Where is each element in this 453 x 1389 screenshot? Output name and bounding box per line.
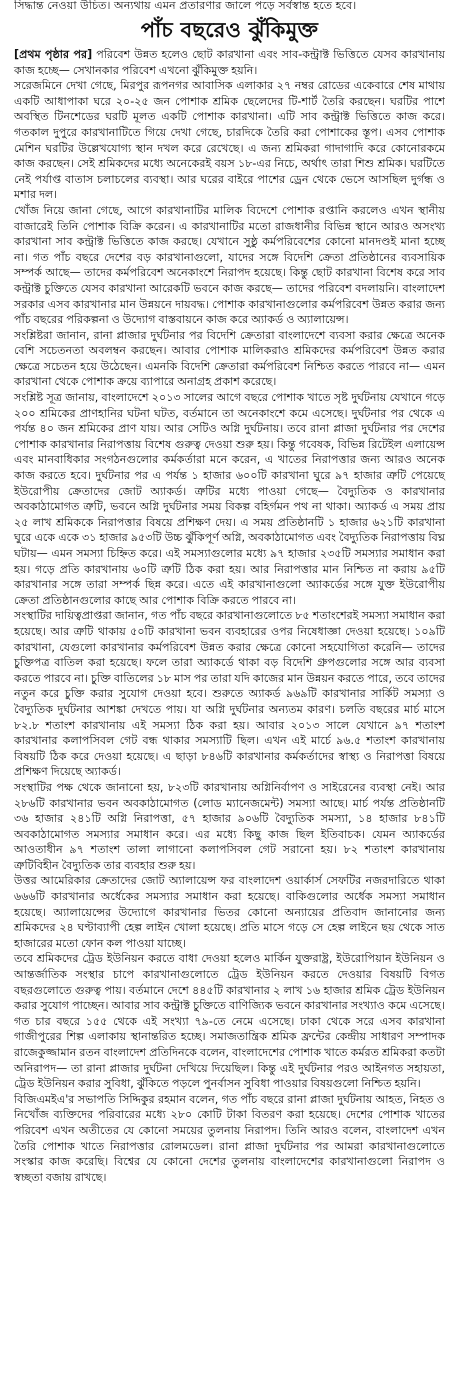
article-paragraph: সংশ্লিষ্ট সূত্র জানায়, বাংলাদেশে ২০১৩ সালের আগে বছরে পোশাক খাতে সৃষ্ট দুর্ঘটনায় যেখানে গড়ে ২০০ শ্রমিকের প্রাণহানির ঘটনা ঘটত, বর্তমানে তা অনেকাংশে কমে এসেছে। দুর্ঘটনার পর থেকে এ পর্যন্ত ৪০ জন শ্রমিকের প্রাণ যায়। আর সেটিও অগ্নি দুর্ঘটনায়। তবে রানা প্লাজা দুর্ঘটনার পর দেশের পোশাক কারখানার নিরাপত্তায় বিশেষ গুরুত্ব দেওয়া শুরু হয়। কিন্তু গবেষক, বিভিন্ন রিটেইল এলায়েন্স এবং মানবাধিকার সংগঠনগুলোর কর্মকর্তারা মনে করেন, এ খাতের নিরাপত্তার জন্য আরও অনেক কাজ করতে হবে। দুর্ঘটনার পর এ পর্যন্ত ১ হাজার ৬০০টি কারখানা ঘুরে ৯৭ হাজার ত্রুটি পেয়েছে ইউরোপীয় ক্রেতাদের জোট অ্যাকর্ড। ত্রুটির মধ্যে পাওয়া গেছে— বৈদ্যুতিক ও কারখানার অবকাঠামোগত ত্রুটি, ভবনে অগ্নি দুর্ঘটনার সময় বিকল্প বহির্গমন পথ না থাকা। অ্যাকর্ড এ সময় প্রায় ২৫ লাখ শ্রমিককে নিরাপত্তার বিষয়ে প্রশিক্ষণ দেয়। এ সময় প্রতিষ্ঠানটি ১ হাজার ৬২১টি কারখানা ঘুরে একে একে ৩১ হাজার ৯৫৩টি উচ্চ ঝুঁকিপূর্ণ অগ্নি, অবকাঠামোগত এবং বৈদ্যুতিক নিরাপত্তায় বিঘ্ন ঘটায়— এমন সমস্যা চিহ্নিত করে। এই সমস্যাগুলোর মধ্যে ৯৭ হাজার ২৩৫টি সমস্যার সমাধান করা হয়। গড়ে প্রতি কারখানায় ৬০টি ত্রুটি ঠিক করা হয়। আর নিরাপত্তার মান নিশ্চিত না করায় ৯৫টি কারখানার সঙ্গে তারা সম্পর্ক ছিন্ন করে। এতে এই কারখানাগুলো অ্যাকর্ডের সঙ্গে যুক্ত ইউরোপীয় ক্রেতা প্রতিষ্ঠানগুলোর কাছে আর পোশাক বিক্রি করতে পারবে না।: [14, 391, 445, 607]
article-paragraph: বিজিএমইএ'র সভাপতি সিদ্দিকুর রহমান বলেন, গত পাঁচ বছরে রানা প্লাজা দুর্ঘটনায় আহত, নিহত ও নিখোঁজ ব্যক্তিদের পরিবারের মধ্যে ২৮০ কোটি টাকা বিতরণ করা হয়েছে। দেশের পোশাক খাতের পরিবেশ এখন অতীতের যে কোনো সময়ের তুলনায় নিরাপদ। তিনি আরও বলেন, বাংলাদেশ এখন তৈরি পোশাক খাতে নিরাপত্তার রোলমডেল। রানা প্লাজা দুর্ঘটনার পর আমরা কারখানাগুলোতে সংস্কার কাজ করেছি। বিশ্বের যে কোনো দেশের তুলনায় বাংলাদেশের কারখানাগুলো নিরাপদ ও স্বচ্ছতা বজায় রাখছে।: [14, 1092, 445, 1184]
article-paragraph: খোঁজ নিয়ে জানা গেছে, আগে কারখানাটির মালিক বিদেশে পোশাক রপ্তানি করলেও এখন স্থানীয় বাজারেই তিনি পোশাক বিক্রি করেন। এ কারখানাটির মতো রাজধানীর বিভিন্ন স্থানে আরও অসংখ্য কারখানা সাব কন্ট্রাক্ট ভিত্তিতে কাজ করছে। যেখানে সুষ্ঠু কর্মপরিবেশের কোনো মানদণ্ডই মানা হচ্ছে না। গত পাঁচ বছরে দেশের বড় কারখানাগুলো, যাদের সঙ্গে বিদেশি ক্রেতা প্রতিষ্ঠানের ব্যবসায়িক সম্পর্ক আছে— তাদের কর্মপরিবেশ অনেকাংশে নিরাপদ হয়েছে। কিন্তু ছোট কারখানা বিশেষ করে সাব কন্ট্রাক্ট চুক্তিতে যেসব কারখানা আরেকটি ভবনে কাজ করছে— তাদের পরিবেশ বদলায়নি। বাংলাদেশ সরকার এসব কারখানার মান উন্নয়নে দায়বদ্ধ। পোশাক কারখানাগুলোর কর্মপরিবেশ উন্নত করার জন্য পাঁচ বছরের পরিকল্পনা ও উদ্যোগ বাস্তবায়নে কাজ করে অ্যাকর্ড ও অ্যালায়েন্স।: [14, 203, 445, 327]
article-paragraph: উত্তর আমেরিকার ক্রেতাদের জোট অ্যালায়েন্স ফর বাংলাদেশ ওয়ার্কার্স সেফটির নজরদারিতে থাকা ৬৬৬টি কারখানার অর্ধেকের সমস্যার সমাধান করা হয়েছে। বাকিগুলোর অর্ধেক সমস্যা সমাধান হয়েছে। অ্যালায়েন্সের উদ্যোগে কারখানার ভিতর কোনো অন্যায়ের প্রতিবাদ জানানোর জন্য শ্রমিকদের ২৪ ঘণ্টাব্যাপী হেল্প লাইন খোলা হয়েছে। প্রতি মাসে গড়ে সে হেল্প লাইনে ছয় থেকে সাত হাজারের মতো ফোন কল পাওয়া যাচ্ছে।: [14, 874, 445, 950]
paragraph-text: পরিবেশ উন্নত হলেও ছোট কারখানা এবং সাব-কন্ট্রাক্ট ভিত্তিতে যেসব কারখানায় কাজ হচ্ছে— সেখানকার পরিবেশ এখনো ঝুঁকিমুক্ত হয়নি।: [14, 48, 445, 77]
article-paragraph: সংস্থাটির পক্ষ থেকে জানানো হয়, ৮২৩টি কারখানায় অগ্নিনির্বাপণ ও সাইরেনের ব্যবস্থা নেই। আর ২৮৬টি কারখানার ভবন অবকাঠামোগত (লোড ম্যানেজমেন্ট) সমস্যা আছে। মার্চ পর্যন্ত প্রতিষ্ঠানটি ৩৬ হাজার ২৪১টি অগ্নি নিরাপত্তা, ৫৭ হাজার ৯০৬টি বৈদ্যুতিক সমস্যা, ১৪ হাজার ৮৪১টি অবকাঠামোগত সমস্যার সমাধান করে। এর মধ্যে কিছু কাজ ছিল ইতিবাচক। যেমন অ্যাকর্ডের আওতাধীন ৯৭ শতাংশ তালা লাগানো কলাপসিবল গেট সরানো হয়। ৮২ শতাংশ কারখানায় ত্রুটিবিহীন বৈদ্যুতিক তার ব্যবহার শুরু হয়।: [14, 780, 445, 872]
previous-article-ending: সিদ্ধান্ত নেওয়া উচিত। অন্যথায় এমন প্রতারণার জালে পড়ে সর্বস্বান্ত হতে হবে।: [14, 0, 357, 12]
article-body: [14, 47, 445, 1185]
article-paragraph: তবে শ্রমিকদের ট্রেড ইউনিয়ন করতে বাধা দেওয়া হলেও মার্কিন যুক্তরাষ্ট্র, ইউরোপিয়ান ইউনিয়ন ও আন্তর্জাতিক সংস্থার চাপে কারখানাগুলোতে ট্রেড ইউনিয়ন করতে দেওয়ার বিষয়টি বিগত বছরগুলোতে গুরুত্ব পায়। বর্তমানে দেশে ৪৪৫টি কারখানার ২ লাখ ১৬ হাজার শ্রমিক ট্রেড ইউনিয়ন করার সুযোগ পাচ্ছেন। আবার সাব কন্ট্রাক্ট চুক্তিতে বাণিজ্যিক ভবনে কারখানার সংখ্যাও কমে এসেছে। গত চার বছরে ১৫৫ থেকে এই সংখ্যা ৭৯-তে নেমে এসেছে। ঢাকা থেকে সরে এসব কারখানা গাজীপুরের শিল্প এলাকায় স্থানান্তরিত হচ্ছে। সমাজতান্ত্রিক শ্রমিক ফ্রন্টের কেন্দ্রীয় সাধারণ সম্পাদক রাজেকুজ্জামান রতন বাংলাদেশ প্রতিদিনকে বলেন, বাংলাদেশের পোশাক খাতে কর্মরত শ্রমিকরা কতটা অনিরাপদ— তা রানা প্লাজার দুর্ঘটনা দেখিয়ে দিয়েছিল। কিন্তু এই দুর্ঘটনার পরও আইনগত সহায়তা, ট্রেড ইউনিয়ন করার সুবিধা, ঝুঁকিতে পড়লে পুনর্বাসন সুবিধা পাওয়ার বিষয়গুলো নিশ্চিত হয়নি।: [14, 952, 445, 1091]
continuation-tag: [প্রথম পৃষ্ঠার পর]: [14, 48, 93, 61]
article-paragraph: [14, 47, 445, 78]
article-paragraph: সংশ্লিষ্টরা জানান, রানা প্লাজার দুর্ঘটনার পর বিদেশি ক্রেতারা বাংলাদেশে ব্যবসা করার ক্ষেত্রে অনেক বেশি সচেতনতা অবলম্বন করছেন। আবার পোশাক মালিকরাও শ্রমিকদের কর্মপরিবেশ উন্নত করার ক্ষেত্রে সচেতন হয়ে উঠেছেন। এমনকি বিদেশি ক্রেতারা কর্মপরিবেশ নিশ্চিত করতে পারবে না— এমন কারখানা থেকে পোশাক ক্রয়ে ব্যাপারে অনাগ্রহ প্রকাশ করেছে।: [14, 328, 445, 389]
article-headline: পাঁচ বছরেও ঝুঁকিমুক্ত: [140, 18, 319, 42]
article-paragraph: সংস্থাটির দায়িত্বপ্রাপ্তরা জানান, গত পাঁচ বছরে কারখানাগুলোতে ৮৫ শতাংশেরই সমস্যা সমাধান করা হয়েছে। আর ত্রুটি থাকায় ৫০টি কারখানা ভবন ব্যবহারের ওপর নিষেধাজ্ঞা দেওয়া হয়েছে। ১০৯টি কারখানা, যেগুলো কারখানার কর্মপরিবেশ উন্নত করার ক্ষেত্রে কোনো সহযোগিতা করেনি— তাদের চুক্তিপত্র বাতিল করা হয়েছে। ফলে তারা অ্যাকর্ডে থাকা বড় বিদেশি গ্রুপগুলোর সঙ্গে আর ব্যবসা করতে পারবে না। চুক্তি বাতিলের ১৮ মাস পর তারা যদি কাজের মান উন্নয়ন করতে পারে, তবে তাদের নতুন করে চুক্তি করার সুযোগ দেওয়া হবে। শুরুতে অ্যাকর্ড ৯৬৯টি কারখানার সার্কিট সমস্যা ও বৈদ্যুতিক দুর্ঘটনার আশঙ্কা দেখতে পায়। যা অগ্নি দুর্ঘটনার অন্যতম কারণ। চলতি বছরের মার্চ মাসে ৮২.৮ শতাংশ কারখানায় এই সমস্যা ঠিক করা হয়। আবার ২০১৩ সালে যেখানে ৯৭ শতাংশ কারখানার কলাপসিবল গেট বন্ধ থাকার সমস্যাটি ছিল। এখন এই মার্চে ৯৬.৫ শতাংশ কারখানায় বিষয়টি ঠিক করে দেওয়া হয়েছে। এ ছাড়া ৮৪৬টি কারখানার কর্মকর্তাদের স্বাস্থ্য ও নিরাপত্তা বিষয়ে প্রশিক্ষণ দিয়েছে অ্যাকর্ড।: [14, 609, 445, 779]
article-paragraph: সরেজমিনে দেখা গেছে, মিরপুর রূপনগর আবাসিক এলাকার ২৭ নম্বর রোডের একেবারে শেষ মাথায় একটি আধাপাকা ঘরে ২০-২৫ জন পোশাক শ্রমিক ছেলেদের টি-শার্ট তৈরি করছেন। ঘরটির পাশে অবস্থিত টিনশেডের ঘরটি মূলত একটি পোশাক কারখানা। এটি সাব কন্ট্রাক্ট ভিত্তিতে কাজ করে। গতকাল দুপুরে কারখানাটিতে গিয়ে দেখা গেছে, চারদিকে তৈরি করা পোশাকের স্তূপ। এসব পোশাক মেশিন ঘরটির উল্লেখযোগ্য স্থান দখল করে রেখেছে। এ জন্য শ্রমিকরা গাদাগাদি করে কোনোরকমে কাজ করছেন। সেই শ্রমিকদের মধ্যে অনেকেরই বয়স ১৮-এর নিচে, অর্থাৎ তারা শিশু শ্রমিক। ঘরটিতে নেই পর্যাপ্ত বাতাস চলাচলের ব্যবস্থা। আর ঘরের বাইরে পাশের ড্রেন থেকে ভেসে আসছিল দুর্গন্ধ ও মশার দল।: [14, 79, 445, 202]
